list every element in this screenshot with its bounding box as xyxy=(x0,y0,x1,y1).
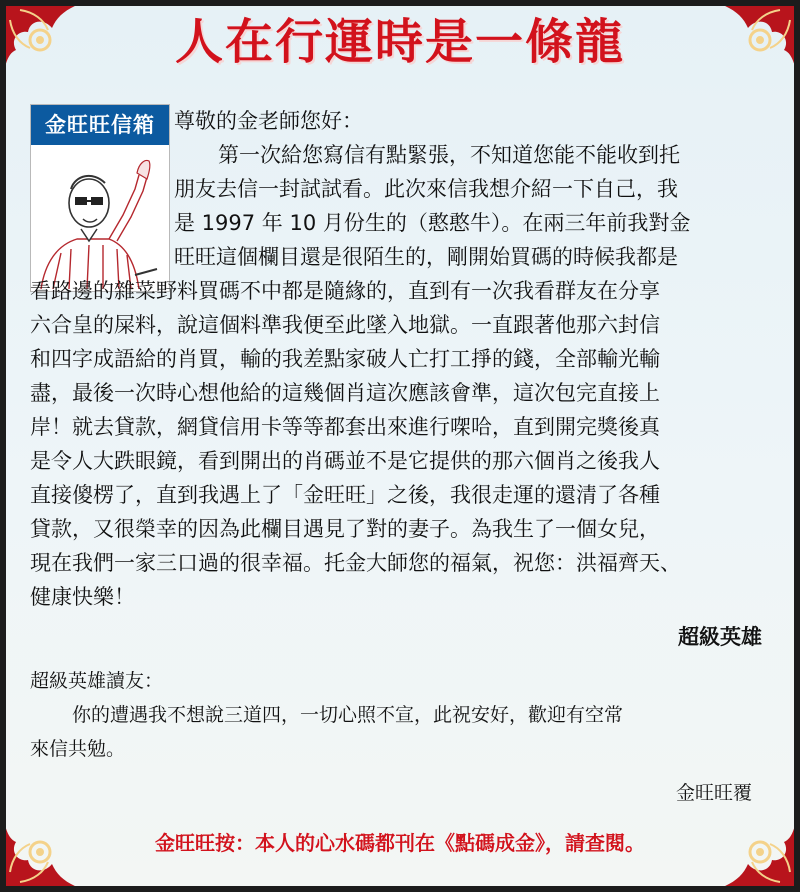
letter-line: 朋友去信一封試試看。此次來信我想介紹一下自己，我 xyxy=(174,177,678,201)
column-title: 金旺旺信箱 xyxy=(31,105,169,145)
letter-line: 是令人大跌眼鏡，看到開出的肖碼並不是它提供的那六個肖之後我人 xyxy=(30,449,660,473)
letter-signature: 超級英雄 xyxy=(678,625,762,649)
letter-line: 六合皇的屎料，說這個料準我便至此墜入地獄。一直跟著他那六封信 xyxy=(30,313,660,337)
letter-line: 貸款，又很榮幸的因為此欄目遇見了對的妻子。為我生了一個女兒， xyxy=(30,517,660,541)
letter-line: 第一次給您寫信有點緊張，不知道您能不能收到托 xyxy=(218,143,680,167)
reply-line: 你的遭遇我不想說三道四，一切心照不宣，此祝安好，歡迎有空常 xyxy=(72,704,624,726)
column-logo xyxy=(30,104,170,292)
letter-line: 現在我們一家三口過的很幸福。托金大師您的福氣，祝您：洪福齊天、 xyxy=(30,551,681,575)
reply-greeting: 超級英雄讀友： xyxy=(30,670,164,692)
letter-line: 看路邊的雜菜野料買碼不中都是隨緣的，直到有一次我看群友在分享 xyxy=(30,279,660,303)
reply-line: 來信共勉。 xyxy=(30,738,126,760)
teacher-pointing-icon xyxy=(31,145,167,289)
letter-line: 旺旺這個欄目還是很陌生的，剛開始買碼的時候我都是 xyxy=(174,245,678,269)
letter-line: 直接傻楞了，直到我遇上了「金旺旺」之後，我很走運的還清了各種 xyxy=(30,483,660,507)
page-title: 人在行運時是一條龍 xyxy=(174,14,625,70)
letter-line: 和四字成語給的肖買，輸的我差點家破人亡打工掙的錢，全部輸光輸 xyxy=(30,347,660,371)
letter-line: 岸！就去貸款，網貸信用卡等等都套出來進行㗎哈，直到開完獎後真 xyxy=(30,415,660,439)
letter-greeting: 尊敬的金老師您好： xyxy=(174,109,363,133)
reply-signature: 金旺旺覆 xyxy=(675,782,752,804)
editor-note: 金旺旺按：本人的心水碼都刊在《點碼成金》，請查閱。 xyxy=(155,831,645,855)
letter-line: 是 1997 年 10 月份生的（憨憨牛）。在兩三年前我對金 xyxy=(174,211,691,235)
letter-line: 健康快樂！ xyxy=(30,585,135,609)
letter-line: 盡，最後一次時心想他給的這幾個肖這次應該會準，這次包完直接上 xyxy=(30,381,660,405)
